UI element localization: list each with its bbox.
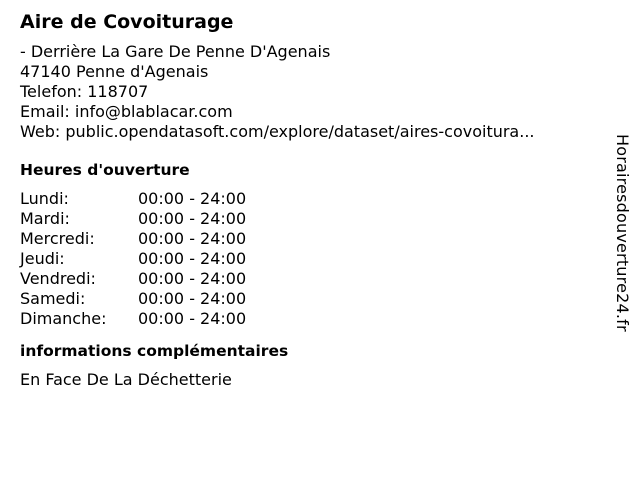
time-range: 00:00 - 24:00 [138,269,247,288]
site-brand-vertical: Horairesdouverture24.fr [613,134,632,332]
hours-row-mercredi [20,229,600,249]
time-range: 00:00 - 24:00 [138,209,247,228]
time-range: 00:00 - 24:00 [138,249,247,268]
hours-row-vendredi [20,269,600,289]
hours-row-mardi [20,209,600,229]
opening-hours-heading: Heures d'ouverture [20,161,190,179]
hours-row-samedi [20,289,600,309]
web-line: Web: public.opendatasoft.com/explore/dataset/aires-covoitura... [20,122,535,141]
phone-line: Telefon: 118707 [20,82,149,101]
city-address: 47140 Penne d'Agenais [20,62,209,81]
hours-row-dimanche [20,309,600,329]
day-label: Mardi: [20,209,70,228]
day-label: Vendredi: [20,269,96,288]
day-label: Jeudi: [20,249,65,268]
time-range: 00:00 - 24:00 [138,189,247,208]
hours-row-jeudi [20,249,600,269]
hours-row-lundi [20,189,600,209]
business-title: Aire de Covoiturage [20,11,234,33]
street-address: - Derrière La Gare De Penne D'Agenais [20,42,331,61]
email-line: Email: info@blablacar.com [20,102,233,121]
business-card [20,10,600,390]
time-range: 00:00 - 24:00 [138,229,247,248]
additional-info-heading: informations complémentaires [20,342,289,360]
day-label: Samedi: [20,289,86,308]
day-label: Lundi: [20,189,69,208]
time-range: 00:00 - 24:00 [138,309,247,328]
day-label: Dimanche: [20,309,107,328]
time-range: 00:00 - 24:00 [138,289,247,308]
opening-hours-table [20,189,600,329]
additional-info-text: En Face De La Déchetterie [20,370,232,389]
address-block [20,42,600,142]
day-label: Mercredi: [20,229,95,248]
